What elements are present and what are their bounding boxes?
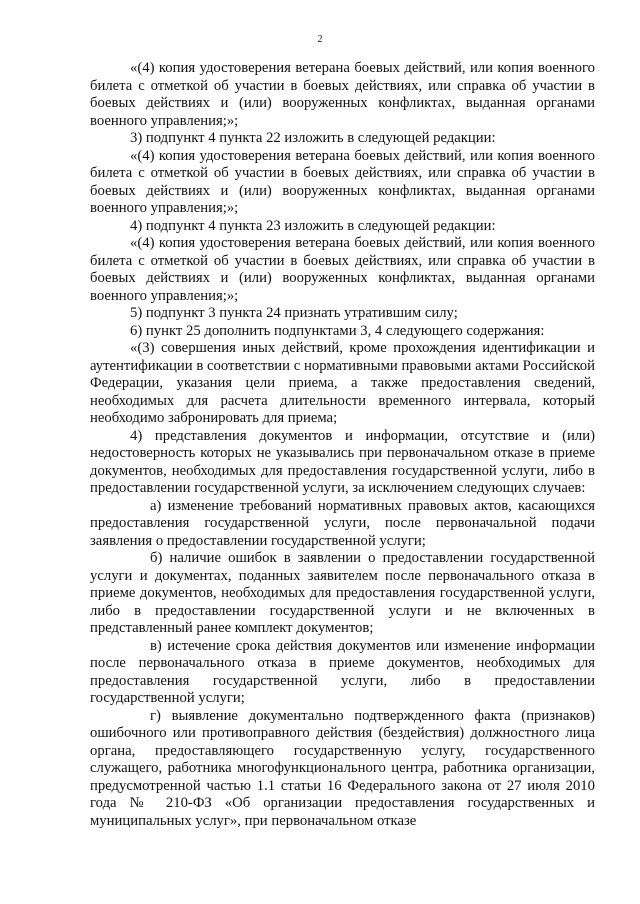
paragraph-subitem-v: в) истечение срока действия документов или изменение информации после первоначального отказа в приеме документов, необходимых для предоставления государственной услуги, либо в предоставлении государственной услуги;: [90, 637, 595, 706]
paragraph-subitem-b: б) наличие ошибок в заявлении о предоставлении государственной услуги и документах, поданных заявителем после первоначального отказа в приеме документов, необходимых для предоставления государственной услуги, либо в предоставлении государственной услуги и не включенных в представленный ранее комплект документов;: [90, 550, 595, 636]
page-number: 2: [317, 34, 323, 45]
paragraph-quoted-item-4-c: «(4) копия удостоверения ветерана боевых действий, или копия военного билета с отметкой об участии в боевых действиях, или справка об участии в боевых действиях и (или) вооруженных конфликтах, выданная органами военного управления;»;: [90, 235, 595, 304]
paragraph-quoted-item-3: «(3) совершения иных действий, кроме прохождения идентификации и аутентификации в соответствии с нормативными правовыми актами Российской Федерации, указания цели приема, а также предоставления сведений, необходимых для расчета длительности временного интервала, который необходимо забронировать для приема;: [90, 340, 595, 426]
paragraph-item-5: 5) подпункт 3 пункта 24 признать утратившим силу;: [130, 305, 458, 321]
paragraph-item-3: 3) подпункт 4 пункта 22 изложить в следующей редакции:: [130, 130, 496, 146]
paragraph-item-6: 6) пункт 25 дополнить подпунктами 3, 4 следующего содержания:: [130, 322, 545, 339]
paragraph-item-4: 4) подпункт 4 пункта 23 изложить в следующей редакции:: [130, 217, 496, 234]
paragraph-quoted-item-4-a: «(4) копия удостоверения ветерана боевых действий, или копия военного билета с отметкой об участии в боевых действиях, или справка об участии в боевых действиях и (или) вооруженных конфликтах, выданная органами военного управления;»;: [90, 60, 595, 129]
document-body: [90, 60, 595, 830]
paragraph-subitem-4: 4) представления документов и информации, отсутствие и (или) недостоверность которых не указывались при первоначальном отказе в приеме документов, необходимых для предоставления государственной услуги, либо в предоставлении государственной услуги, за исключением следующих случаев:: [90, 427, 595, 496]
paragraph-subitem-a: а) изменение требований нормативных правовых актов, касающихся предоставления государственной услуги, после первоначальной подачи заявления о предоставлении государственной услуги;: [90, 497, 595, 549]
paragraph-quoted-item-4-b: «(4) копия удостоверения ветерана боевых действий, или копия военного билета с отметкой об участии в боевых действиях, или справка об участии в боевых действиях и (или) вооруженных конфликтах, выданная органами военного управления;»;: [90, 147, 595, 216]
paragraph-subitem-g: г) выявление документально подтвержденного факта (признаков) ошибочного или противоправного действия (бездействия) должностного лица органа, предоставляющего государственную услугу, государственного служащего, работника многофункционального центра, работника организации, предусмотренной частью 1.1 статьи 16 Федерального закона от 27 июля 2010 года № 210-ФЗ «Об организации предоставления государственных и муниципальных услуг», при первоначальном отказе: [90, 707, 595, 829]
